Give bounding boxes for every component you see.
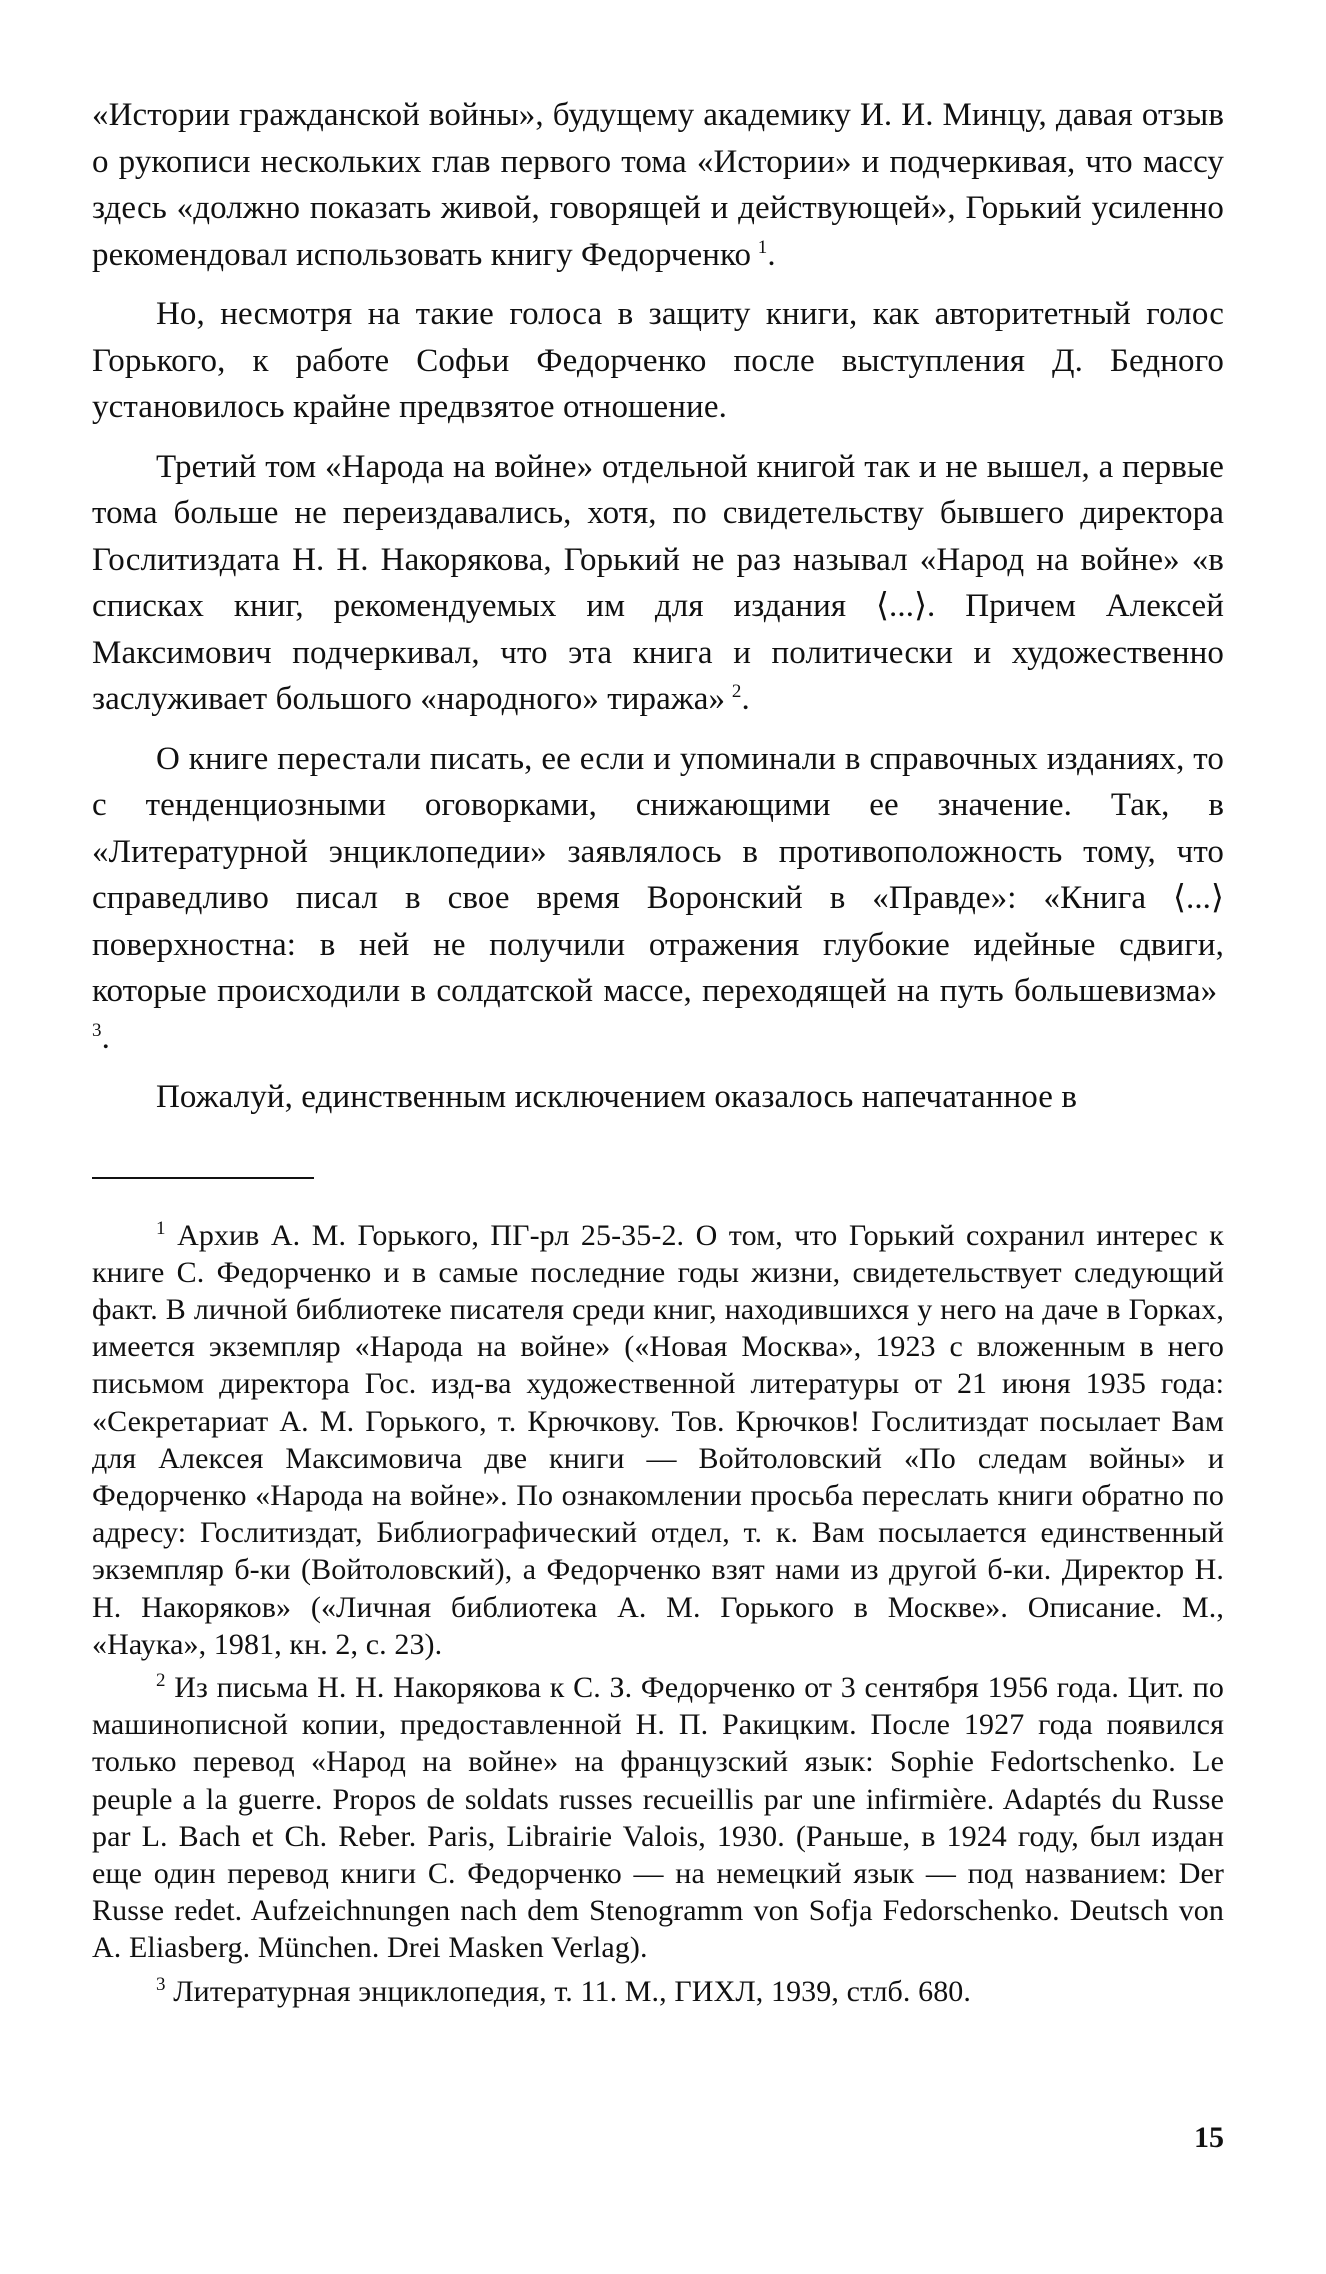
page <box>92 92 1224 2016</box>
paragraph-2: Но, несмотря на такие голоса в защиту книги, как авторитетный голос Горького, к работе Софьи Федорченко после выступления Д. Бедного установилось крайне предвзятое отношение. <box>92 296 1224 425</box>
footnote-2-mark: 2 <box>156 1669 166 1691</box>
footnotes <box>92 1217 1224 2010</box>
footnote-1-text: Архив А. М. Горького, ПГ-рл 25-35-2. О том, что Горький сохранил интерес к книге С. Федорченко и в самые последние годы жизни, свидетельствует следующий факт. В личной библиотеке писателя среди книг, находившихся у него на даче в Горках, имеется экземпляр «Народа на войне» («Новая Москва», 1923 с вложенным в него письмом директора Гос. изд-ва художественной литературы от 21 июня 1935 года: «Секретариат А. М. Горького, т. Крючкову. Тов. Крючков! Гослитиздат посылает Вам для Алексея Максимовича две книги — Войтоловский «По следам войны» и Федорченко «Народа на войне». По ознакомлении просьба переслать книги обратно по адресу: Гослитиздат, Библиографический отдел, т. к. Вам посылается единственный экземпляр б-ки (Войтоловский), а Федорченко взят нами из другой б-ки. Директор Н. Н. Накоряков» («Личная библиотека А. М. Горького в Москве». Описание. М., «Наука», 1981, кн. 2, с. 23). <box>92 1218 1224 1661</box>
paragraph-3-end: . <box>741 681 750 717</box>
footnote-3-text: Литературная энциклопедия, т. 11. М., ГИХЛ, 1939, стлб. 680. <box>173 1974 971 2008</box>
paragraph-4 <box>92 736 1224 1062</box>
paragraph-4-end: . <box>101 1019 110 1056</box>
paragraph-4-text: О книге перестали писать, ее если и упоминали в справочных изданиях, то с тенденциозными оговорками, снижающими ее значение. Так, в «Литературной энциклопедии» заявлялось в противоположность тому, что справедливо писал в свое время Воронский в «Правде»: «Книга ⟨...⟩ поверхностна: в ней не получили отражения глубокие идейные сдвиги, которые происходили в солдатской массе, переходящей на путь большевизма» <box>92 740 1224 1009</box>
footnote-divider <box>92 1177 314 1179</box>
paragraph-3-text: Третий том «Народа на войне» отдельной книгой так и не вышел, а первые тома больше не переиздавались, хотя, по свидетельству бывшего директора Гослитиздата Н. Н. Накорякова, Горький не раз называл «Народ на войне» «в списках книг, рекомендуемых им для издания ⟨...⟩. Причем Алексей Максимович подчеркивал, что эта книга и политически и художественно заслуживает большого «народного» тиража» <box>92 448 1224 717</box>
body-text <box>92 92 1224 1121</box>
footnote-1-mark: 1 <box>156 1217 166 1239</box>
paragraph-3 <box>92 444 1224 723</box>
paragraph-1 <box>92 92 1224 278</box>
paragraph-5: Пожалуй, единственным исключением оказалось напечатанное в <box>156 1079 1078 1115</box>
footnote-ref-3: 3 <box>92 1019 102 1041</box>
footnote-2 <box>92 1669 1224 1967</box>
footnote-ref-2: 2 <box>731 681 742 702</box>
footnote-1 <box>92 1217 1224 1663</box>
footnote-3-mark: 3 <box>156 1973 166 1995</box>
paragraph-1-end: . <box>767 236 776 273</box>
page-number: 15 <box>1194 2121 1224 2154</box>
footnote-3 <box>92 1973 1224 2010</box>
footnote-2-text: Из письма Н. Н. Накорякова к С. З. Федорченко от 3 сентября 1956 года. Цит. по машинописной копии, предоставленной Н. П. Ракицким. После 1927 года появился только перевод «Народ на войне» на французский язык: Sophie Fedortschenko. Le peuple a la guerre. Propos de soldats russes recueillis par une infirmière. Adaptés du Russe par L. Bach et Ch. Reber. Paris, Librairie Valois, 1930. (Раньше, в 1924 году, был издан еще один перевод книги С. Федорченко — на немецкий язык — под названием: Der Russe redet. Aufzeichnungen nach dem Stenogramm von Sofja Fedorschenko. Deutsch von A. Eliasberg. München. Drei Masken Verlag). <box>92 1670 1224 1965</box>
paragraph-1-text: «Истории гражданской войны», будущему академику И. И. Минцу, давая отзыв о рукописи нескольких глав первого тома «Истории» и подчеркивая, что массу здесь «должно показать живой, говорящей и действующей», Горький усиленно рекомендовал использовать книгу Федорченко <box>92 97 1224 273</box>
footnote-ref-1: 1 <box>757 236 768 258</box>
